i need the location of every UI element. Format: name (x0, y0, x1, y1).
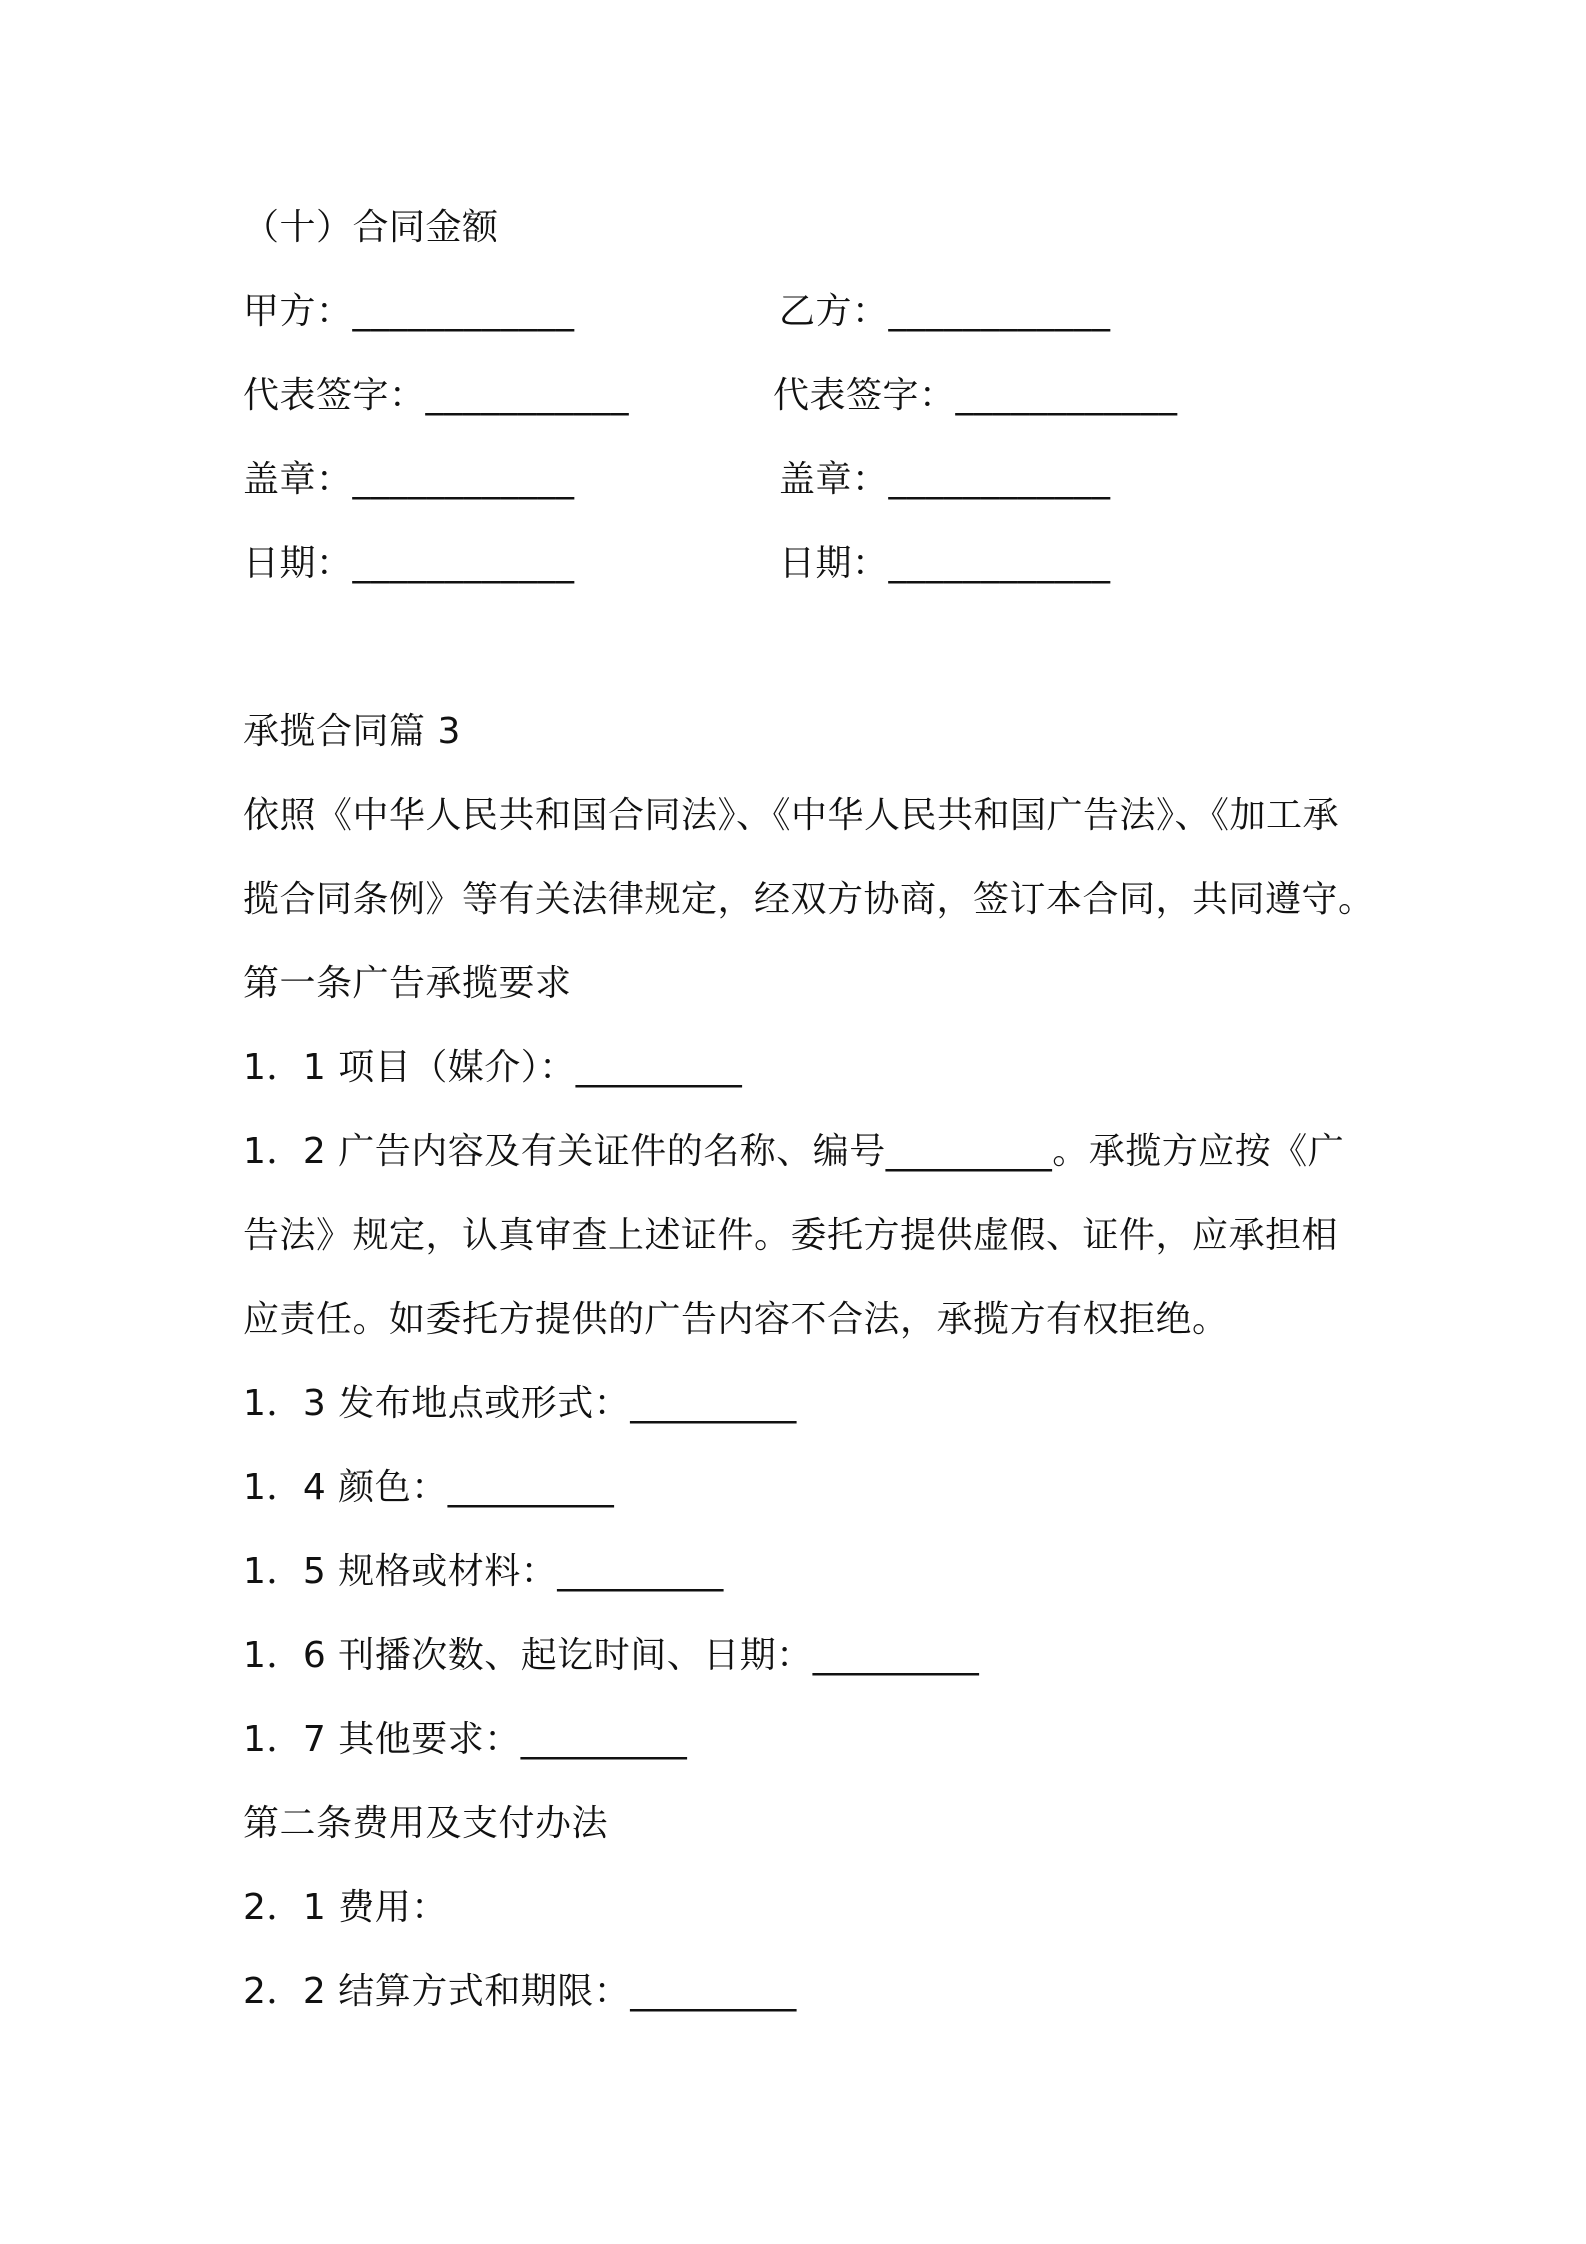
intro-paragraph-line: 依照《中华人民共和国合同法》、《中华人民共和国广告法》、《加工承 (243, 795, 1340, 836)
party-b-field: 乙方：____________ (779, 291, 1111, 332)
party-a-field: 甲方：____________ (243, 291, 575, 332)
rep-signature-b-field: 代表签字：____________ (773, 375, 1178, 416)
clause-line: 1．4 颜色：_________ (243, 1467, 615, 1508)
date-b-field: 日期：____________ (779, 543, 1111, 584)
clause-line: 告法》规定，认真审查上述证件。委托方提供虚假、证件，应承担相 (243, 1215, 1339, 1256)
article-heading: 第一条广告承揽要求 (243, 963, 572, 1004)
clause-line: 1．2 广告内容及有关证件的名称、编号_________。承揽方应按《广 (243, 1131, 1345, 1172)
article-heading: 第二条费用及支付办法 (243, 1803, 609, 1844)
seal-a-field: 盖章：____________ (243, 459, 575, 500)
clause-line: 1．3 发布地点或形式：_________ (243, 1383, 797, 1424)
date-a-field: 日期：____________ (243, 543, 575, 584)
clause-line: 1．5 规格或材料：_________ (243, 1551, 724, 1592)
rep-signature-a-field: 代表签字：___________ (243, 375, 630, 416)
section-heading: （十）合同金额 (243, 207, 499, 248)
seal-b-field: 盖章：____________ (779, 459, 1111, 500)
clause-line: 应责任。如委托方提供的广告内容不合法，承揽方有权拒绝。 (243, 1299, 1229, 1340)
clause-line: 2．1 费用： (243, 1887, 448, 1928)
contract-title: 承揽合同篇 3 (243, 711, 461, 752)
clause-line: 1．6 刊播次数、起讫时间、日期：_________ (243, 1635, 980, 1676)
clause-line: 2．2 结算方式和期限：_________ (243, 1971, 797, 2012)
intro-paragraph-line: 揽合同条例》等有关法律规定，经双方协商，签订本合同，共同遵守。 (243, 879, 1375, 920)
clause-line: 1．1 项目（媒介）：_________ (243, 1047, 743, 1088)
clause-line: 1．7 其他要求：_________ (243, 1719, 688, 1760)
